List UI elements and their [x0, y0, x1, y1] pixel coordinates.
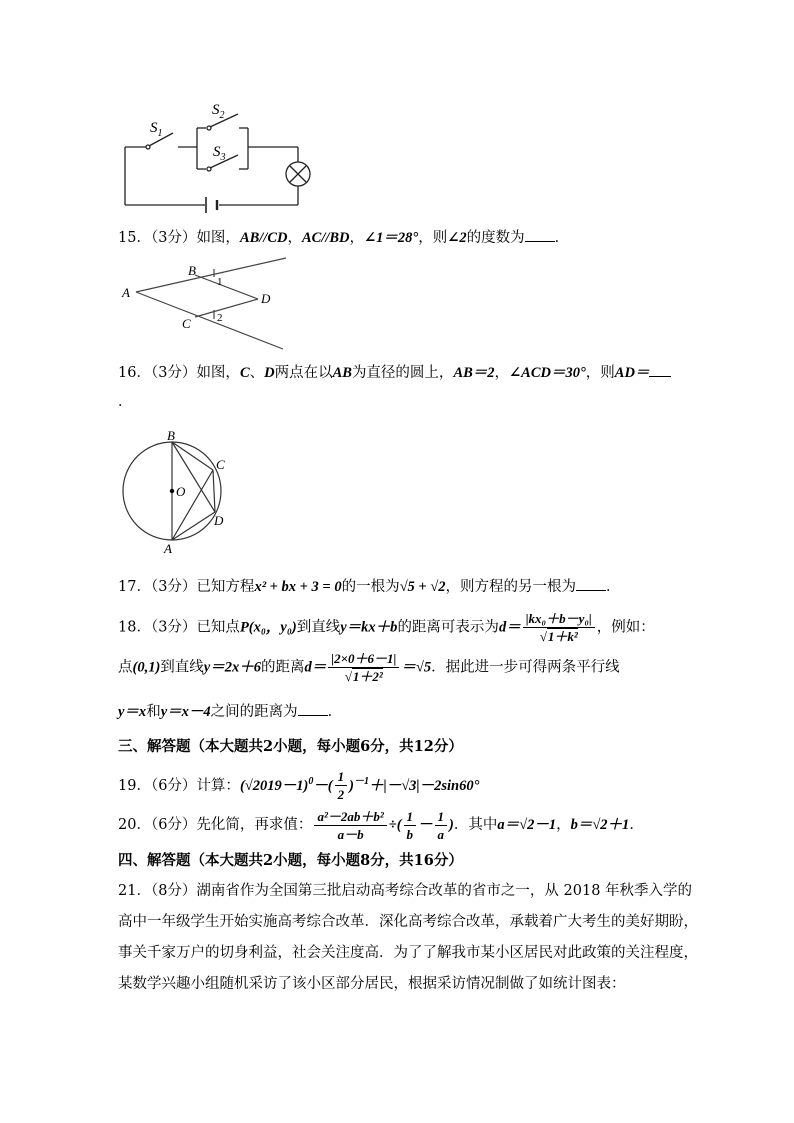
point-d-label: D — [214, 513, 224, 528]
point-b-label: B — [188, 263, 196, 278]
parallel-lines-diagram — [118, 255, 293, 353]
point-a-label: A — [164, 541, 172, 555]
switch-s2-label: $S_2$ — [212, 102, 225, 121]
answer-blank[interactable] — [525, 229, 555, 242]
answer-blank[interactable] — [576, 578, 606, 591]
question-18-line2: 点(0,1)到直线y＝2x＋6的距离d＝ $\frac{|2\times 0+6-1|}{\text{√1＋2²}}$ ＝√5．据此进一步可得两条平行线 — [118, 651, 620, 684]
point-a-label: A — [122, 285, 130, 300]
question-20: 20．（6分）先化简，再求值： $\frac{\text{a²－2ab＋b²}}{a-b}$ ÷( $\frac{1}{b}$ － $\frac{1}{a}$ )．其中a＝√2－1，b＝√2＋1． — [118, 808, 644, 842]
question-18-line3: y＝x和y＝x－4之间的距离为 ． — [118, 704, 343, 720]
angle-1-label: 1 — [217, 276, 223, 288]
switch-s3-label: $S_3$ — [213, 144, 226, 163]
circuit-diagram — [118, 98, 328, 216]
point-c-label: C — [216, 457, 225, 472]
question-16-end: ． — [118, 394, 133, 410]
circle-diagram — [118, 425, 233, 555]
point-b-label: B — [167, 428, 175, 443]
question-21-line2: 高中一年级学生开始实施高考综合改革．深化高考综合改革，承载着广大考生的美好期盼， — [118, 914, 698, 930]
section-4-heading: 四、解答题（本大题共2小题，每小题8分，共16分） — [118, 852, 463, 869]
question-21-line1: 21．（8分）湖南省作为全国第三批启动高考综合改革的省市之一，从 2018 年秋季入学的 — [118, 883, 693, 899]
point-d-label: D — [261, 291, 271, 306]
question-15: 15．（3分）如图，AB//CD，AC//BD，∠1＝28°，则∠2的度数为 ． — [118, 230, 570, 246]
switch-s1-label: $S_1$ — [150, 120, 163, 139]
question-21-line4: 某数学兴趣小组随机采访了该小区部分居民，根据采访情况制做了如统计图表： — [118, 976, 626, 992]
question-16: 16．（3分）如图，C、D两点在以AB为直径的圆上，AB＝2，∠ACD＝30°，则AD＝ — [118, 363, 671, 383]
section-3-heading: 三、解答题（本大题共2小题，每小题6分，共12分） — [118, 738, 463, 755]
question-18-line1: 18．（3分）已知点P(x₀，y₀)到直线y＝kx＋b的距离可表示为d＝ $\frac{\text{|kx₀＋b－y₀|}}{\text{√1＋k²}}$ ，例如： — [118, 611, 655, 644]
answer-blank[interactable] — [298, 703, 328, 716]
question-19: 19．（6分）计算：$(√2019-1)^0-$( $\frac{1}{2}$ )$^{-1}$＋|－√3|－2sin60° — [118, 769, 480, 803]
angle-2-label: 2 — [217, 312, 223, 324]
point-c-label: C — [182, 316, 191, 331]
answer-blank[interactable] — [649, 364, 671, 377]
question-17: 17．（3分）已知方程x² + bx + 3 = 0的一根为√5 + √2，则方程的另一根为 ． — [118, 579, 621, 595]
question-21-line3: 事关千家万户的切身利益，社会关注度高．为了了解我市某小区居民对此政策的关注程度， — [118, 945, 698, 961]
center-o-label: O — [176, 484, 186, 499]
